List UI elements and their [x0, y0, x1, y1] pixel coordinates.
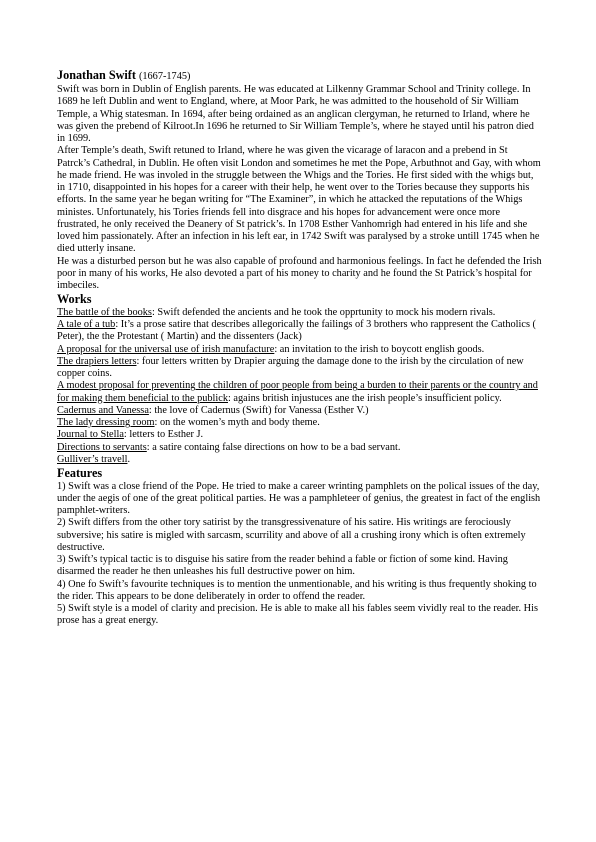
feature-item: 4) One fo Swift’s favourite techniques is to mention the unmentionable, and his writing is thus frequently shoking to the rider. This appears to be done deliberately in order to offend the reader.	[57, 578, 537, 602]
work-description: : on the women’s myth and body theme.	[154, 417, 320, 428]
work-description: .	[127, 453, 131, 465]
work-description: : agains british injustuces ane the irish people’s insufficient policy.	[228, 392, 502, 404]
document-page	[57, 68, 543, 628]
work-item	[57, 319, 543, 344]
work-title: Directions to servants	[57, 441, 147, 453]
work-description: : four letters written by Drapier arguing the damage done to the irish by the circulation of new copper coins.	[57, 355, 524, 379]
work-description: : letters to Esther J.	[123, 429, 204, 441]
bio-paragraph: Swift was born in Dublin of English parents. He was educated at Lilkenny Grammar School and Trinity college. In 1689 he left Dublin and went to England, where, at Moor Park, he was admitted to the household of Sir William Temple, a Whig statesman. In 1694, after being ordained as an anglican clergyman, he returned to Irland, where he was given the prebend of Kilroot.In 1696 he returned to Sir William Temple’s, where he stayed until his patron died in 1699.	[57, 84, 534, 144]
feature-item: 3) Swift’s typical tactic is to disguise his satire from the reader behind a fable or fiction of some kind. Having disarmed the reader he then unleashes his full destructive power on him.	[57, 554, 508, 578]
work-description: : a satire containg false directions on how to be a bad servant.	[146, 441, 401, 453]
work-title: Gulliver’s travell	[57, 453, 128, 465]
work-description: : the love of Cadernus (Swift) for Vanessa (Esther V.)	[148, 404, 369, 416]
work-title: A tale of a tub	[57, 319, 116, 330]
work-description: : It’s a prose satire that describes allegorically the failings of 3 brothers who rappresent the Catholics ( Peter), the the Protestant ( Martin) and the dissenters (Jack)	[57, 319, 536, 343]
work-title: A modest proposal for preventing the children of poor people from being a burden to their parents or the country and for making them beneficial to the publick	[57, 380, 538, 404]
work-title: Cadernus and Vanessa	[57, 404, 149, 416]
work-item	[57, 417, 543, 429]
work-title: Journal to Stella	[57, 429, 124, 441]
work-title: The lady dressing room	[57, 417, 155, 428]
work-item	[57, 307, 543, 319]
document-title	[57, 68, 543, 84]
work-item	[57, 356, 543, 381]
author-dates: (1667-1745)	[138, 71, 191, 82]
work-description: : Swift defended the ancients and he took the opprtunity to mock his modern rivals.	[151, 306, 496, 318]
features-heading: Features	[57, 466, 103, 480]
work-item	[57, 380, 543, 405]
work-item	[57, 442, 543, 454]
work-description: : an invitation to the irish to boycott english goods.	[274, 343, 485, 355]
author-name: Jonathan Swift	[57, 68, 136, 82]
feature-item: 2) Swift differs from the other tory satirist by the transgressivenature of his satire. His writings are ferociously subversive; his satire is migled with sarcasm, scurrility and above of all a crushing irony which is often extremely destructive.	[57, 517, 526, 553]
bio-paragraph: He was a disturbed person but he was also capable of profound and harmonious feelings. In fact he defended the Irish poor in many of his works, He also devoted a part of his money to charity and he found the St Patrick’s hospital for imbeciles.	[57, 255, 542, 291]
bio-paragraph: After Temple’s death, Swift retuned to Irland, where he was given the vicarage of laracon and a prebend in St Patrck’s Cathedral, in Dublin. He often visit London and sometimes he met the Pope, Arbuthnot and Gay, with whom he made friend. He was involed in the struggle between the Whigs and the Tories. He first sided with the whigs but, in 1710, disappointed in his hopes for a career with their help, he went over to the Tories because they supports his efforts. In the same year he began writing for “The Examiner”, in which he attacked the reputations of the Whigs ministes. Unfortunately, his Tories friends fell into disgrace and his hopes for advancement were once more frustrated, he only received the Deanery of St patrick’s. In 1708 Esther Vanhomrigh had entered in his life and she loved him passionately. After an infection in his left ear, in 1742 Swift was paralysed by a stroke untill 1745 when he died utterly insane.	[57, 145, 541, 255]
work-item	[57, 344, 543, 356]
work-title: The battle of the books	[57, 306, 152, 318]
work-item	[57, 429, 543, 441]
work-item	[57, 454, 543, 466]
feature-item: 1) Swift was a close friend of the Pope. He tried to make a career wrinting pamphlets on the polical issues of the day, under the aegis of one of the great political parties. He was a pamphleteer of genius, the greatest in fact of the english pamphlet-writers.	[57, 480, 541, 516]
work-title: A proposal for the universal use of irish manufacture	[57, 343, 275, 355]
works-heading: Works	[57, 292, 92, 307]
feature-item: 5) Swift style is a model of clarity and precision. He is able to make all his fables seem vividly real to the reader. His prose has a great energy.	[57, 603, 538, 627]
work-item	[57, 405, 543, 417]
work-title: The drapiers letters	[57, 355, 137, 367]
